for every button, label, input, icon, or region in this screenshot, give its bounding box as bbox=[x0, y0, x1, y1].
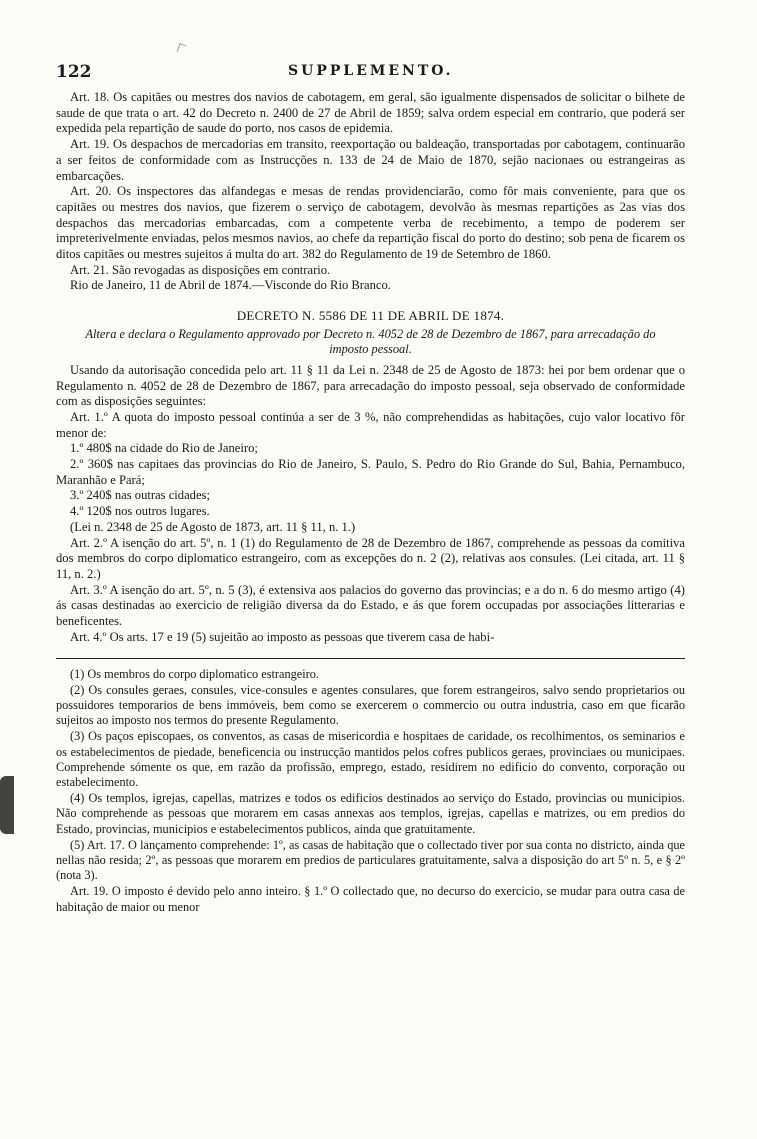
article-1-item: 4.º 120$ nos outros lugares. bbox=[70, 504, 210, 519]
decree-title: DECRETO N. 5586 DE 11 DE ABRIL DE 1874. bbox=[236, 308, 505, 324]
decree-article-4: Art. 4.º Os arts. 17 e 19 (5) sujeitão ao imposto as pessoas que tiverem casa de habi- bbox=[70, 629, 495, 644]
footnote: (3) Os paços episcopaes, os conventos, as casas de misericordia e hospitaes de caridade, os recolhimentos, os seminarios e os estabelecimentos de piedade, beneficencia ou instrucção mantidos pelos cofres publicos geraes, provinciaes ou municipaes. Comprehende sómente os que, em razão da profissão, emprego, estado, residirem no edificio do convento, corporação ou estabelecimento. bbox=[56, 729, 685, 789]
article-20: Art. 20. Os inspectores das alfandegas e mesas de rendas providenciarão, como fôr mais conveniente, para que os capitães ou mestres dos navios, que fizerem o serviço de cabotagem, devolvão às mesmas repartições as 2as vias dos despachos das mercadorias embarcadas, com a competente verba de recebimento, a tempo de poderem ser impreterivelmente enviadas, pelos mesmos navios, ao chefe da repartição fiscal do porto do destino; sob pena de ficarem os ditos capitães ou mestres sujeitos á multa do art. 382 do Regulamento de 19 de Setembro de 1860. bbox=[56, 184, 685, 262]
scan-mark bbox=[177, 43, 187, 54]
footnote-divider bbox=[56, 658, 685, 659]
footnote: (2) Os consules geraes, consules, vice-consules e agentes consulares, que forem estrangeiros, salvo sendo proprietarios ou possuidores temporarios de bens immóveis, bem como se exercerem o commercio ou outra industria, caso em que ficarão sujeitos ao imposto nos termos do presente Regulamento. bbox=[56, 682, 685, 728]
decree-article-2: Art. 2.º A isenção do art. 5º, n. 1 (1) do Regulamento de 28 de Dezembro de 1867, comprehende as pessoas da comitiva dos membros do corpo diplomatico estrangeiro, com as excepções do n. 2 (2), relativas aos consules. (Lei citada, art. 11 § 11, n. 2.) bbox=[56, 535, 685, 581]
decree-subtitle: Altera e declara o Regulamento approvado por Decreto n. 4052 de 28 de Dezembro de 1867, para arrecadação do imposto pessoal. bbox=[85, 326, 656, 356]
article-1-item: 2.º 360$ nas capitaes das provincias do Rio de Janeiro, S. Paulo, S. Pedro do Rio Grande do Sul, Bahia, Pernambuco, Maranhão e Pará; bbox=[56, 457, 685, 487]
page-header bbox=[56, 62, 685, 82]
main-text bbox=[56, 90, 685, 646]
running-title: SUPPLEMENTO. bbox=[288, 63, 454, 79]
article-1-citation: (Lei n. 2348 de 25 de Agosto de 1873, art. 11 § 11, n. 1.) bbox=[70, 519, 356, 534]
decree-article-1: Art. 1.º A quota do imposto pessoal continúa a ser de 3 %, não comprehendidas as habitações, cujo valor locativo fôr menor de: bbox=[56, 409, 685, 440]
article-18: Art. 18. Os capitães ou mestres dos navios de cabotagem, em geral, são igualmente dispensados de solicitar o bilhete de saude de que trata o art. 42 do Decreto n. 2400 de 27 de Abril de 1859; salva ordem especial em contrario, que poderá ser expedida pela repartição de saude do porto, nos casos de epidemia. bbox=[56, 90, 685, 136]
decree-preamble: Usando da autorisação concedida pelo art. 11 § 11 da Lei n. 2348 de 25 de Agosto de 1873: hei por bem ordenar que o Regulamento n. 4052 de 28 de Dezembro de 1867, para arrecadação do imposto pessoal, seja observado de conformidade com as disposições seguintes: bbox=[56, 362, 685, 409]
binding-mark bbox=[0, 776, 14, 834]
footnote: (4) Os templos, igrejas, capellas, matrizes e todos os edificios destinados ao serviço do Estado, provincias ou municipios. Não comprehende as pessoas que morarem em casas annexas aos templos, igrejas, capellas e matrizes, ou em predios do Estado, provincias, municipios e estabelecimentos publicos, ainda que gratuitamente. bbox=[56, 791, 685, 836]
article-19: Art. 19. Os despachos de mercadorias em transito, reexportação ou baldeação, transportadas por cabotagem, continuarão a ser feitos de conformidade com as Instrucções n. 133 de 24 de Maio de 1870, sejão nacionaes ou estrangeiras as embarcações. bbox=[56, 137, 685, 183]
article-1-item: 3.º 240$ nas outras cidades; bbox=[70, 488, 210, 503]
page-number: 122 bbox=[56, 62, 92, 82]
footnotes bbox=[56, 667, 685, 915]
decree-article-3: Art. 3.º A isenção do art. 5º, n. 5 (3), é extensiva aos palacios do governo das provincias; e a do n. 6 do mesmo artigo (4) ás casas destinadas ao exercicio de religião diversa da do Estado, e ás que forem occupadas por associações litterarias e beneficentes. bbox=[56, 582, 685, 629]
footnote: Art. 19. O imposto é devido pelo anno inteiro. § 1.º O collectado que, no decurso do exercicio, se mudar para outra casa de habitação de maior ou menor bbox=[56, 884, 685, 914]
signature-line: Rio de Janeiro, 11 de Abril de 1874.—Visconde do Rio Branco. bbox=[70, 278, 391, 293]
footnote: (5) Art. 17. O lançamento comprehende: 1º, as casas de habitação que o collectado tiver por sua conta no districto, ainda que nellas não resida; 2º, as pessoas que morarem em predios de particulares gratuitamente, salva a disposição do art 5º n. 5, e § 2º (nota 3). bbox=[56, 837, 685, 883]
footnote: (1) Os membros do corpo diplomatico estrangeiro. bbox=[70, 666, 319, 681]
article-1-item: 1.º 480$ na cidade do Rio de Janeiro; bbox=[70, 441, 258, 456]
article-21: Art. 21. São revogadas as disposições em contrario. bbox=[70, 262, 331, 277]
